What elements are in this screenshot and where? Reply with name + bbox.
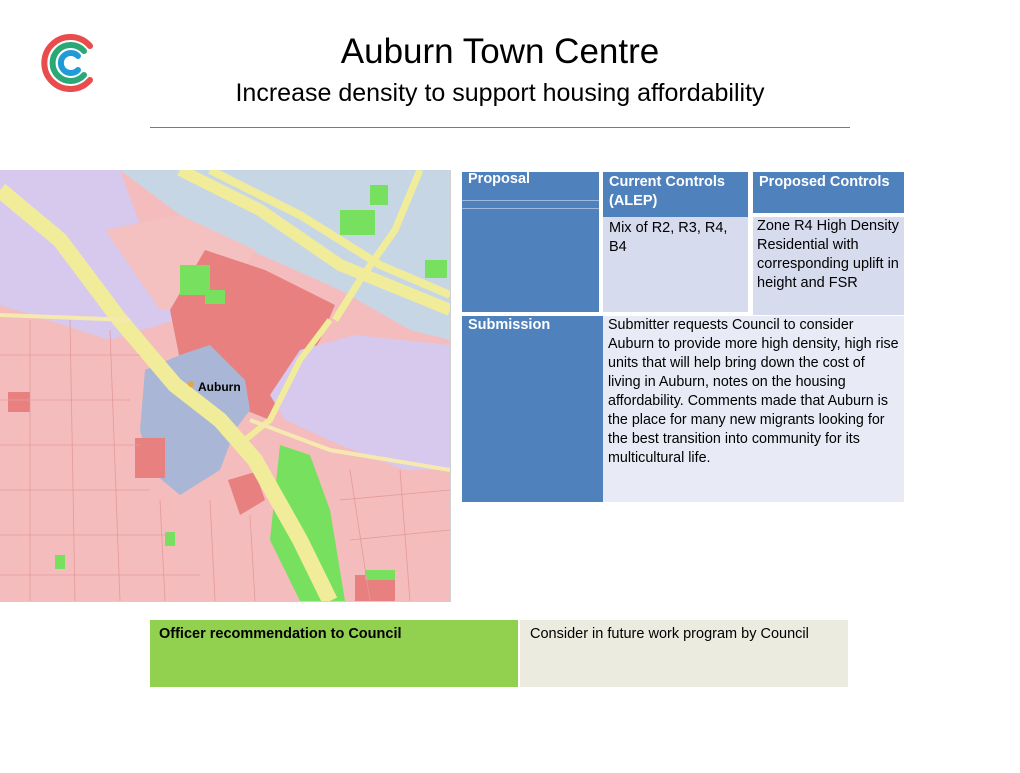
location-marker — [188, 381, 194, 387]
cell-divider — [462, 200, 599, 201]
zone-public-recreation — [340, 210, 375, 235]
current-controls-value: Mix of R2, R3, R4, B4 — [603, 217, 748, 312]
recommendation-value: Consider in future work program by Council — [520, 620, 848, 687]
header-proposed-controls: Proposed Controls — [753, 172, 904, 213]
zone-public-recreation — [370, 185, 388, 205]
circular-c-logo-icon — [38, 32, 98, 94]
zone-public-recreation — [205, 290, 225, 304]
submission-label: Submission — [462, 316, 603, 502]
page-title: Auburn Town Centre — [340, 32, 660, 71]
council-logo — [38, 32, 98, 94]
submission-text: Submitter requests Council to consider Auburn to provide more high density, high rise units that will help bring down the cost of living in Auburn, notes on the housing affordability. Comments made that Auburn is the place for many new migrants looking for the best transition into community for its multicultural life. — [603, 316, 904, 502]
recommendation-label: Officer recommendation to Council — [150, 620, 518, 687]
zone-medium-patch — [135, 438, 165, 478]
zone-public-recreation — [425, 260, 447, 278]
proposed-controls-value: Zone R4 High Density Residential with corresponding uplift in height and FSR — [753, 217, 904, 315]
header-current-controls: Current Controls (ALEP) — [603, 172, 748, 217]
title-divider — [150, 127, 850, 128]
header-proposal: Proposal — [462, 172, 599, 189]
cell-divider — [462, 208, 599, 209]
zoning-map — [0, 170, 451, 602]
page-subtitle: Increase density to support housing affordability — [235, 79, 765, 107]
zone-public-recreation — [165, 532, 175, 546]
map-label-auburn: Auburn — [198, 380, 241, 394]
zone-public-recreation — [365, 570, 395, 580]
zone-public-recreation — [55, 555, 65, 569]
zone-medium-patch — [8, 392, 30, 412]
